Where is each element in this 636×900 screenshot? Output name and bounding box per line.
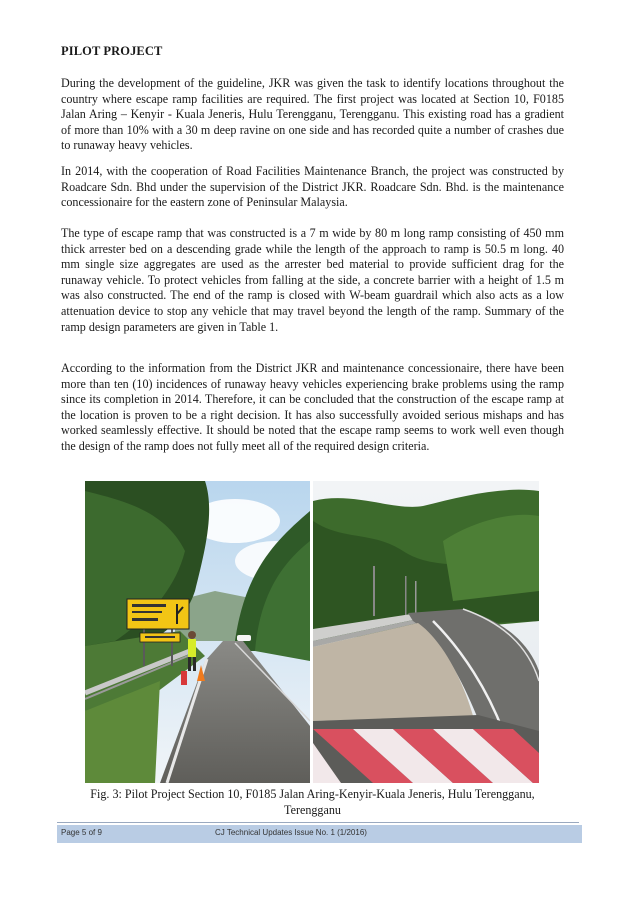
footer-divider [57,822,579,823]
paragraph-3: The type of escape ramp that was constructed is a 7 m wide by 80 m long ramp consisting of 450 mm thick arrester bed on a descending grade while the length of the approach to ramp is 50.5 m long. 40 mm single size aggregates are used as the arrester bed material to provide sufficient drag for the runaway vehicle. To protect vehicles from falling at the side, a concrete barrier with a height of 1.5 m was also constructed. The end of the ramp is closed with W-beam guardrail which also acts as a low attenuation device to stop any vehicle that may travel beyond the length of the ramp. Summary of the ramp design parameters are given in Table 1. [61,226,564,334]
footer-issue-label: CJ Technical Updates Issue No. 1 (1/2016) [215,828,367,837]
section-heading: PILOT PROJECT [61,44,163,58]
figure-caption: Fig. 3: Pilot Project Section 10, F0185 Jalan Aring-Kenyir-Kuala Jeneris, Hulu Terengganu, Terengganu [90,787,535,817]
paragraph-4: According to the information from the District JKR and maintenance concessionaire, there have been more than ten (10) incidences of runaway heavy vehicles experiencing brake problems using the ramp since its completion in 2014. Therefore, it can be concluded that the construction of the escape ramp at the location is proven to be a right decision. It has also successfully avoided serious mishaps and has worked seamlessly effective. It should be noted that the escape ramp seems to work well even though the design of the ramp does not fully meet all of the required design criteria. [61,361,564,453]
photo-escape-ramp [313,481,539,783]
paragraph-2: In 2014, with the cooperation of Road Facilities Maintenance Branch, the project was constructed by Roadcare Sdn. Bhd under the supervision of the District JKR. Roadcare Sdn. Bhd. is the maintenance concessionaire for the eastern zone of Peninsular Malaysia. [61,164,564,210]
photo-road-approach [85,481,310,783]
footer-page-number: Page 5 of 9 [61,828,102,837]
paragraph-1: During the development of the guideline, JKR was given the task to identify locations throughout the country where escape ramp facilities are required. The first project was located at Section 10, F0185 Jalan Aring – Kenyir - Kuala Jeneris, Hulu Terengganu, Terengganu. This existing road has a gradient of more than 10% with a 30 m deep ravine on one side and has recorded quite a number of crashes due to runaway heavy vehicles. [61,76,564,153]
